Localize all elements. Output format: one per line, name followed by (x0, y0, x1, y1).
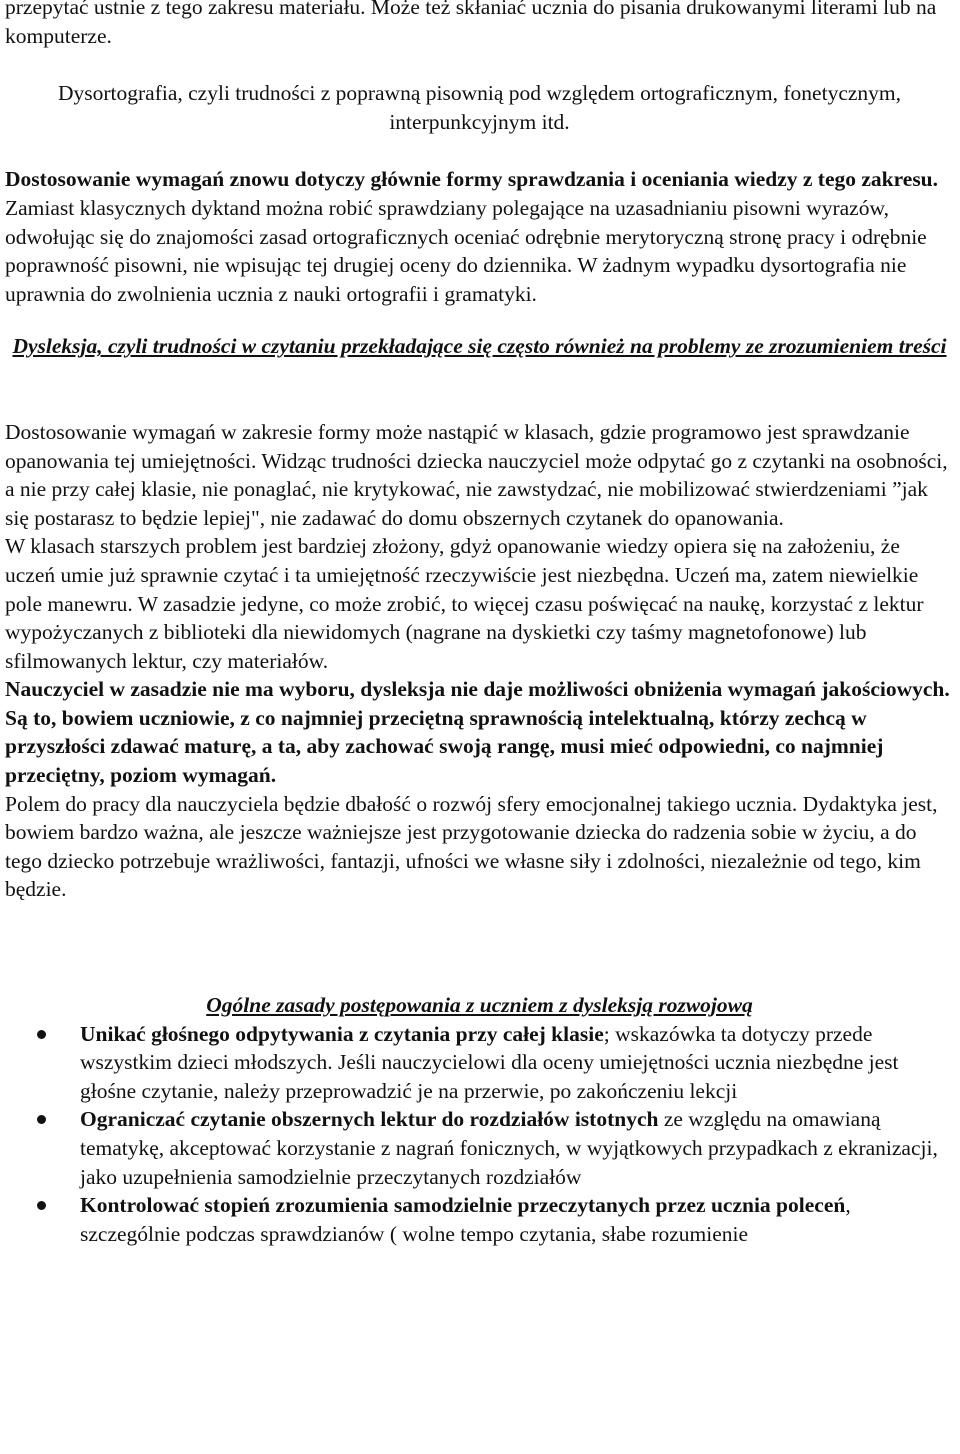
paragraph-intro: przepytać ustnie z tego zakresu materiału. Może też skłaniać ucznia do pisania drukowanymi literami lub na komputerze. (5, 0, 937, 48)
list-item-text: ; wskazówka ta dotyczy przede wszystkim dzieci młodszych. Jeśli nauczycielowi dla oceny umiejętności ucznia niezbędne jest głośne czytanie, należy przeprowadzić je na przerwie, po zakończeniu lekcji (80, 1021, 899, 1103)
section-heading-dysleksja: Dysleksja, czyli trudności w czytaniu przekładające się często również na problemy ze zrozumieniem treści (12, 334, 947, 359)
list-item-text: ze względu na omawianą tematykę, akceptować korzystanie z nagrań fonicznych, w wyjątkowych przypadkach z ekranizacji, jako uzupełnienia samodzielnie przeczytanych rozdziałów (80, 1107, 938, 1189)
bullet-icon (37, 1115, 46, 1124)
list-item (5, 1191, 954, 1248)
paragraph-dysleksja-form: Dostosowanie wymagań w zakresie formy może nastąpić w klasach, gdzie programowo jest sprawdzanie opanowania tej umiejętności. Widząc trudności dziecka nauczyciel może odpytać go z czytanki na osobności, a nie przy całej klasie, nie ponaglać, nie krytykować, nie zawstydzać, nie mobilizować stwierdzeniami ”jak się postarasz to będzie lepiej", nie zadawać do domu obszernych czytanek do opanowania. (5, 419, 948, 530)
body-text: Zamiast klasycznych dyktand można robić sprawdziany polegające na uzasadnianiu pisowni wyrazów, odwołując się do znajomości zasad ortograficznych oceniać odrębnie merytoryczną stronę pracy i odrębnie poprawność pisowni, nie wpisując tej drugiej oceny do dziennika. W żadnym wypadku dysortografia nie uprawnia do zwolnienia ucznia z nauki ortografii i gramatyki. (5, 195, 927, 306)
bold-lead-text: Dostosowanie wymagań znowu dotyczy głównie formy sprawdzania i oceniania wiedzy z tego zakresu. (5, 167, 939, 192)
list-item-text: , szczególnie podczas sprawdzianów ( wolne tempo czytania, słabe rozumienie (80, 1193, 851, 1246)
rules-list (5, 1020, 954, 1249)
paragraph-older-classes: W klasach starszych problem jest bardziej złożony, gdyż opanowanie wiedzy opiera się na założeniu, że uczeń umie już sprawnie czytać i ta umiejętność rzeczywiście jest niezbędna. Uczeń ma, zatem niewielkie pole manewru. W zasadzie jedyne, co może zrobić, to więcej czasu poświęcać na naukę, korzystać z lektur wypożyczanych z biblioteki dla niewidomych (nagrane na dyskietki czy taśmy magnetofonowe) lub sfilmowanych lektur, czy materiałów. (5, 534, 924, 673)
list-item-bold: Ograniczać czytanie obszernych lektur do rozdziałów istotnych (80, 1107, 659, 1132)
section-heading-general-rules: Ogólne zasady postępowania z uczniem z dysleksją rozwojową (206, 993, 753, 1018)
paragraph-teacher-no-choice: Nauczyciel w zasadzie nie ma wyboru, dysleksja nie daje możliwości obniżenia wymagań jakościowych. Są to, bowiem uczniowie, z co najmniej przeciętną sprawnością intelektualną, którzy zechcą w przyszłości zdawać maturę, a ta, aby zachować swoją rangę, musi mieć odpowiedni, co najmniej przeciętny, poziom wymagań. (5, 677, 950, 788)
list-item-bold: Kontrolować stopień zrozumienia samodzielnie przeczytanych przez ucznia poleceń (80, 1193, 846, 1218)
paragraph-dysortografia-definition: Dysortografia, czyli trudności z poprawną pisownią pod względem ortograficznym, fonetycznym, interpunkcyjnym itd. (57, 81, 901, 134)
list-item (5, 1105, 954, 1191)
bullet-icon (37, 1030, 46, 1039)
paragraph-emotional-sphere: Polem do pracy dla nauczyciela będzie dbałość o rozwój sfery emocjonalnej takiego ucznia. Dydaktyka jest, bowiem bardzo ważna, ale jeszcze ważniejsze jest przygotowanie dziecka do radzenia sobie w życiu, a do tego dziecko potrzebuje wrażliwości, fantazji, ufności we własne siły i zdolności, niezależnie od tego, kim będzie. (5, 791, 938, 902)
list-item-bold: Unikać głośnego odpytywania z czytania przy całej klasie (80, 1021, 604, 1046)
paragraph-dysortografia-requirements (5, 165, 954, 308)
bullet-icon (37, 1201, 46, 1210)
list-item (5, 1020, 954, 1106)
